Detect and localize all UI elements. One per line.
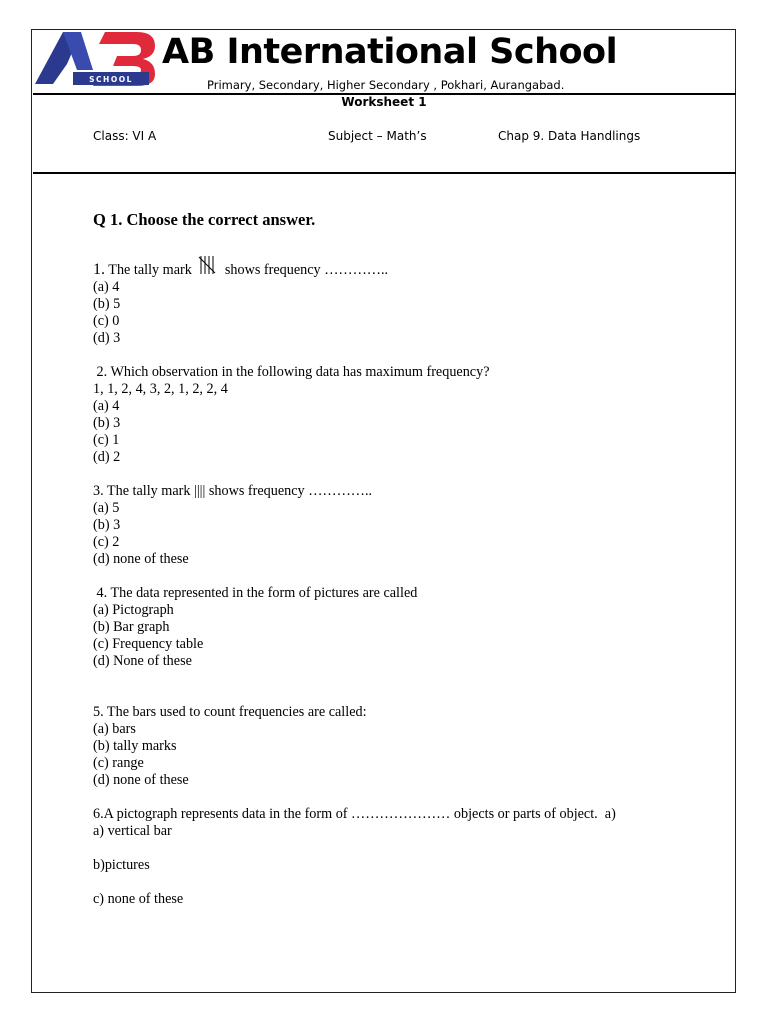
question-6 xyxy=(93,806,723,908)
question-1-option-c: (c) 0 xyxy=(93,313,120,329)
question-2-option-c: (c) 1 xyxy=(93,432,120,448)
question-5 xyxy=(93,704,723,789)
question-2-option-a: (a) 4 xyxy=(93,398,120,414)
question-1-option-a: (a) 4 xyxy=(93,279,120,295)
section-heading: Q 1. Choose the correct answer. xyxy=(93,210,316,229)
worksheet-content xyxy=(93,209,723,908)
subject-label: Subject – Math’s xyxy=(328,129,427,143)
question-4-option-a: (a) Pictograph xyxy=(93,602,174,618)
question-1-number: 1. xyxy=(93,261,105,278)
question-4 xyxy=(93,585,723,670)
question-1 xyxy=(93,254,723,347)
question-6-option-b: b)pictures xyxy=(93,857,150,873)
question-1-option-d: (d) 3 xyxy=(93,330,121,346)
question-5-option-d: (d) none of these xyxy=(93,772,189,788)
logo-text: SCHOOL xyxy=(89,75,133,84)
tally-four-marks-icon xyxy=(198,254,218,276)
question-5-option-b: (b) tally marks xyxy=(93,738,177,754)
question-6-option-a: a) vertical bar xyxy=(93,823,172,839)
question-2-option-b: (b) 3 xyxy=(93,415,121,431)
question-1-option-b: (b) 5 xyxy=(93,296,121,312)
school-address: Primary, Secondary, Higher Secondary , Pokhari, Aurangabad. xyxy=(207,78,565,92)
question-2 xyxy=(93,364,723,466)
question-6-text: 6.A pictograph represents data in the form of ………………… objects or parts of object. a) xyxy=(93,806,616,822)
school-name: AB International School xyxy=(162,32,618,72)
question-4-option-d: (d) None of these xyxy=(93,653,192,669)
question-1-prefix: The tally mark xyxy=(105,262,196,278)
question-3 xyxy=(93,483,723,568)
question-3-option-b: (b) 3 xyxy=(93,517,121,533)
question-3-option-d: (d) none of these xyxy=(93,551,189,567)
question-4-option-c: (c) Frequency table xyxy=(93,636,204,652)
class-label: Class: VI A xyxy=(93,129,157,143)
question-1-text xyxy=(93,254,723,279)
worksheet-title: Worksheet 1 xyxy=(341,95,427,109)
question-5-text: 5. The bars used to count frequencies are called: xyxy=(93,704,367,720)
question-3-option-c: (c) 2 xyxy=(93,534,120,550)
question-5-option-a: (a) bars xyxy=(93,721,136,737)
chapter-label: Chap 9. Data Handlings xyxy=(498,129,641,143)
question-3-option-a: (a) 5 xyxy=(93,500,120,516)
question-4-option-b: (b) Bar graph xyxy=(93,619,170,635)
question-5-option-c: (c) range xyxy=(93,755,144,771)
question-1-suffix: shows frequency ………….. xyxy=(221,262,389,278)
question-3-text: 3. The tally mark |||| shows frequency ………….. xyxy=(93,483,373,499)
question-4-text: 4. The data represented in the form of pictures are called xyxy=(93,585,418,601)
school-logo xyxy=(33,30,157,88)
question-2-text: 2. Which observation in the following data has maximum frequency? xyxy=(93,364,490,380)
header-rule-bottom xyxy=(33,172,736,174)
question-2-data: 1, 1, 2, 4, 3, 2, 1, 2, 2, 4 xyxy=(93,381,228,397)
question-6-option-c: c) none of these xyxy=(93,891,184,907)
question-2-option-d: (d) 2 xyxy=(93,449,121,465)
